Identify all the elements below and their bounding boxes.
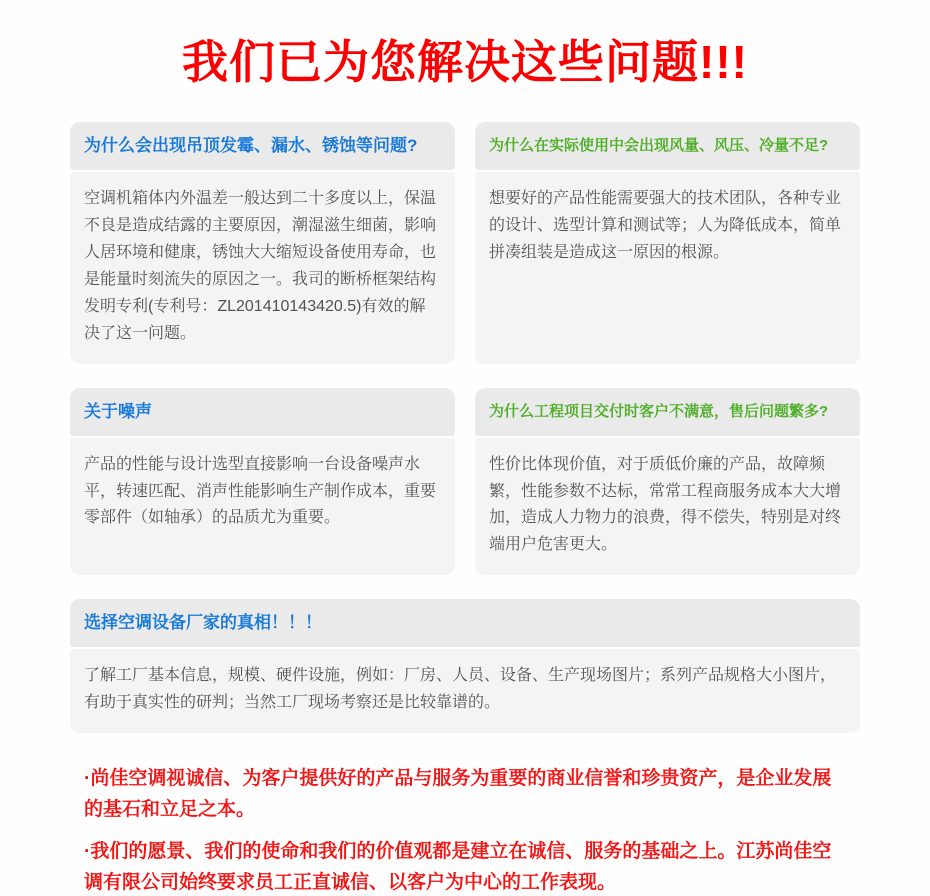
card-aftersales-problems-body: 性价比体现价值，对于质低价廉的产品，故障频繁，性能参数不达标，常常工程商服务成本大大增加，造成人力物力的浪费，得不偿失，特别是对终端用户危害更大。: [475, 438, 860, 576]
card-mold-leak-rust: [70, 122, 455, 363]
promo-page: [0, 30, 930, 896]
card-aftersales-problems: [475, 388, 860, 576]
card-factory-truth-body: 了解工厂基本信息，规模、硬件设施，例如：厂房、人员、设备、生产现场图片；系列产品规格大小图片，有助于真实性的研判；当然工厂现场考察还是比较靠谱的。: [70, 649, 860, 733]
note-vision-mission: ·我们的愿景、我们的使命和我们的价值观都是建立在诚信、服务的基础之上。江苏尚佳空调有限公司始终要求员工正直诚信、以客户为中心的工作表现。: [84, 840, 832, 893]
card-factory-truth: [70, 599, 860, 733]
page-title: 我们已为您解决这些问题!!!: [182, 36, 748, 88]
card-aftersales-problems-heading: 为什么工程项目交付时客户不满意，售后问题繁多?: [475, 388, 860, 436]
card-about-noise-heading: 关于噪声: [70, 388, 455, 436]
note-integrity: ·尚佳空调视诚信、为客户提供好的产品与服务为重要的商业信誉和珍贵资产，是企业发展的基石和立足之本。: [84, 767, 832, 821]
card-about-noise: [70, 388, 455, 576]
card-airflow-shortage: [475, 122, 860, 363]
card-about-noise-body: 产品的性能与设计选型直接影响一台设备噪声水平，转速匹配、消声性能影响生产制作成本，重要零部件（如轴承）的品质尤为重要。: [70, 438, 455, 576]
card-mold-leak-rust-body: 空调机箱体内外温差一般达到二十多度以上，保温不良是造成结露的主要原因，潮湿滋生细菌，影响人居环境和健康，锈蚀大大缩短设备使用寿命，也是能量时刻流失的原因之一。我司的断桥框架结构发明专利(专利号：ZL201410143420.5)有效的解决了这一问题。: [70, 172, 455, 363]
card-airflow-shortage-heading: 为什么在实际使用中会出现风量、风压、冷量不足?: [475, 122, 860, 170]
company-values-notes: [70, 763, 860, 896]
card-airflow-shortage-body: 想要好的产品性能需要强大的技术团队，各种专业的设计、选型计算和测试等；人为降低成本，简单拼凑组装是造成这一原因的根源。: [475, 172, 860, 363]
problem-cards-grid: [70, 122, 860, 575]
card-mold-leak-rust-heading: 为什么会出现吊顶发霉、漏水、锈蚀等问题?: [70, 122, 455, 170]
card-factory-truth-heading: 选择空调设备厂家的真相！！！: [70, 599, 860, 647]
